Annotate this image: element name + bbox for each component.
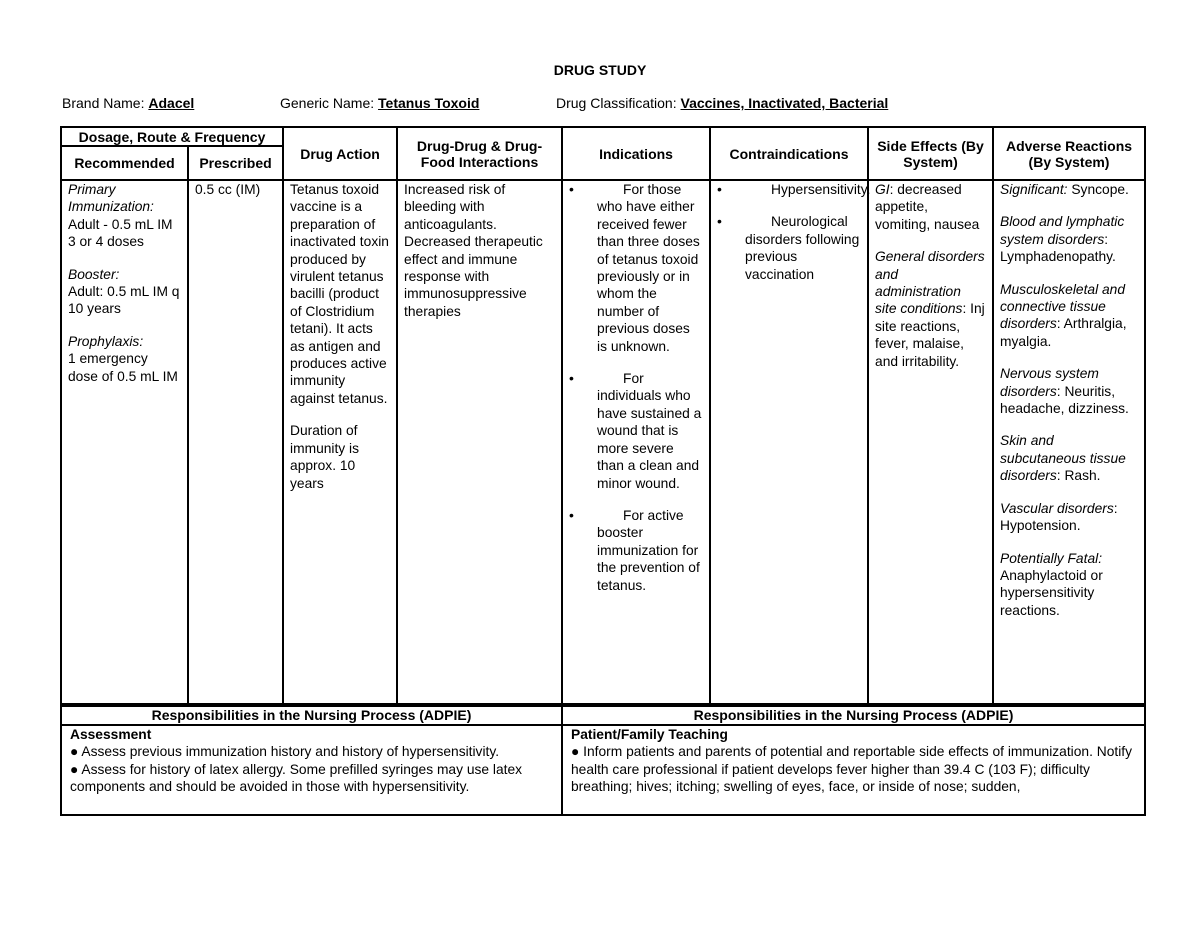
contraindication-item: • Hypersensitivity. <box>717 181 861 198</box>
booster-text: Adult: 0.5 mL IM q 10 years <box>68 284 180 317</box>
page-title: DRUG STUDY <box>553 62 647 78</box>
primary-text: Adult - 0.5 mL IM 3 or 4 doses <box>68 216 173 250</box>
assessment-item: ● Assess previous immunization history and history of hypersensitivity. <box>70 744 500 760</box>
contraindication-item: • Neurological disorders following previous vaccination <box>717 213 861 283</box>
brand-name <box>62 95 194 111</box>
prescribed-cell: 0.5 cc (IM) <box>188 180 283 704</box>
nursing-table <box>60 705 1146 816</box>
adverse-blood: Blood and lymphatic system disorders: Lymphadenopathy. <box>1000 214 1125 265</box>
assessment-title: Assessment <box>70 727 152 742</box>
nursing-header-right: Responsibilities in the Nursing Process (ADPIE) <box>562 706 1145 725</box>
class-value: Vaccines, Inactivated, Bacterial <box>680 95 889 111</box>
recommended-cell <box>61 180 188 704</box>
adverse-musculoskeletal: Musculoskeletal and connective tissue disorders: Arthralgia, myalgia. <box>1000 281 1127 349</box>
interactions-cell: Increased risk of bleeding with anticoagulants. Decreased therapeutic effect and immune response with immunosuppressive therapies <box>397 180 562 704</box>
side-effects-cell <box>868 180 993 704</box>
indication-item: • For individuals who have sustained a wound that is more severe than a clean and minor wound. <box>569 370 703 492</box>
adverse-fatal: Potentially Fatal: Anaphylactoid or hypersensitivity reactions. <box>1000 550 1103 618</box>
drug-action-cell <box>283 180 397 704</box>
drug-study-table <box>60 126 1146 705</box>
dosage-group-header: Dosage, Route & Frequency <box>61 127 283 146</box>
teaching-title: Patient/Family Teaching <box>571 727 728 742</box>
generic-label: Generic Name: <box>280 95 379 111</box>
prophylaxis-label: Prophylaxis: <box>68 333 144 349</box>
primary-label: Primary Immunization: <box>68 182 154 215</box>
class-label: Drug Classification: <box>556 95 681 111</box>
contraindications-header: Contraindications <box>710 127 868 180</box>
adverse-significant: Significant: Syncope. <box>1000 182 1129 197</box>
side-effect-gi: GI: decreased appetite, vomiting, nausea <box>875 182 980 232</box>
assessment-cell <box>61 725 562 815</box>
teaching-item: ● Inform patients and parents of potential and reportable side effects of immunization. Notify <box>571 744 1133 760</box>
interactions-header: Drug-Drug & Drug-Food Interactions <box>397 127 562 180</box>
contraindications-cell <box>710 180 871 704</box>
brand-value: Adacel <box>148 95 195 111</box>
side-effect-general: General disorders and administration site conditions: Inj site reactions, fever, malaise, and irritability. <box>875 249 985 369</box>
teaching-cell <box>562 725 1145 815</box>
prophylaxis-text: 1 emergency dose of 0.5 mL IM <box>68 351 178 384</box>
generic-value: Tetanus Toxoid <box>378 95 480 111</box>
assessment-item: ● Assess for history of latex allergy. Some prefilled syringes may use latex components and should be avoided in those with hypersensitivity. <box>70 761 523 795</box>
generic-name <box>280 95 479 111</box>
indications-header: Indications <box>562 127 710 180</box>
drug-action-p1: Tetanus toxoid vaccine is a preparation of inactivated toxin produced by virulent tetanus bacilli (product of Clostridium tetani). It acts as antigen and produces active immunity against tetanus. <box>290 182 389 406</box>
adverse-nervous: Nervous system disorders: Neuritis, headache, dizziness. <box>1000 366 1129 417</box>
nursing-header-left: Responsibilities in the Nursing Process (ADPIE) <box>61 706 562 725</box>
brand-label: Brand Name: <box>62 95 149 111</box>
indication-item: • For those who have either received fewer than three doses of tetanus toxoid previously or in whom the number of previous doses is unknown. <box>569 181 703 355</box>
adverse-skin: Skin and subcutaneous tissue disorders: Rash. <box>1000 433 1126 484</box>
teaching-item: health care professional if patient develops fever higher than 39.4 C (103 F); difficulty breathing; hives; itching; swelling of eyes, face, or inside of nose; sudden, <box>571 761 1090 795</box>
adverse-cell <box>993 180 1145 704</box>
drug-action-p2: Duration of immunity is approx. 10 years <box>290 423 360 491</box>
side-effects-header: Side Effects (By System) <box>868 127 993 180</box>
indication-item: • For active booster immunization for the prevention of tetanus. <box>569 507 703 594</box>
adverse-vascular: Vascular disorders: Hypotension. <box>1000 500 1118 534</box>
prescribed-header: Prescribed <box>188 146 283 180</box>
booster-label: Booster: <box>68 266 120 282</box>
adverse-header: Adverse Reactions (By System) <box>993 127 1145 180</box>
drug-action-header: Drug Action <box>283 127 397 180</box>
recommended-header: Recommended <box>61 146 188 180</box>
indications-cell <box>562 180 710 704</box>
drug-classification <box>556 95 888 111</box>
